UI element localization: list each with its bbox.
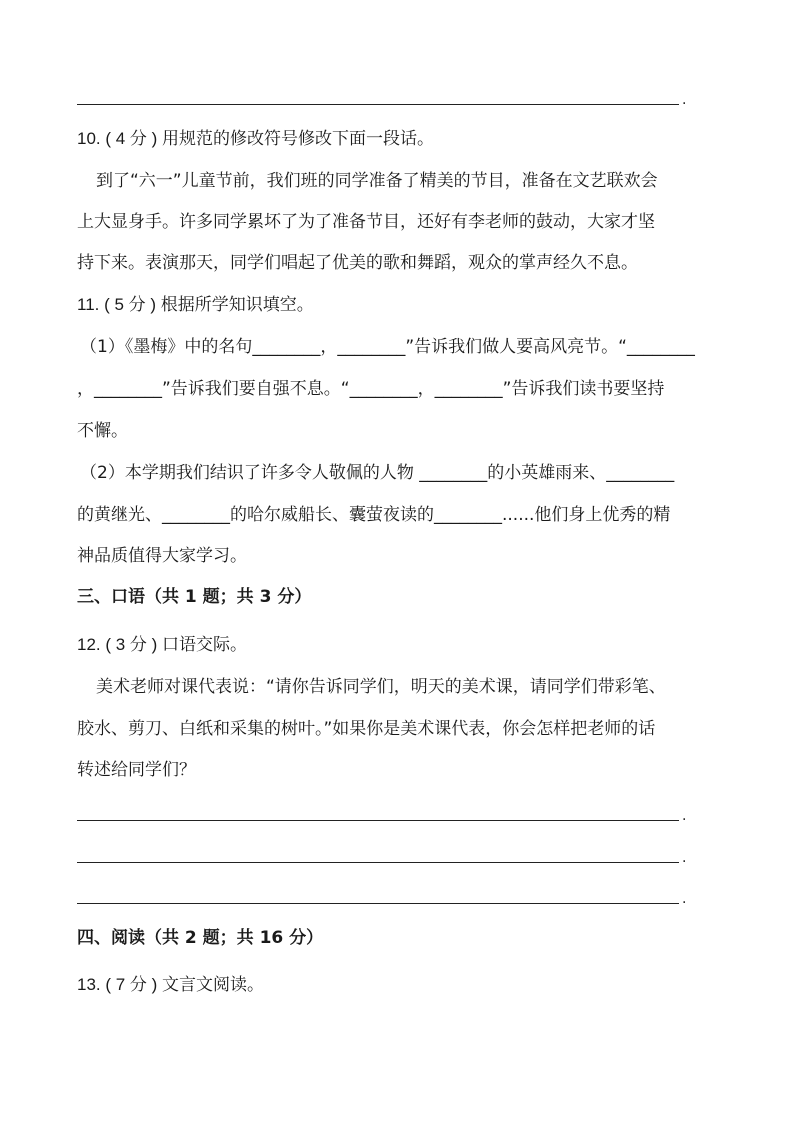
answer-line-end: . <box>682 92 687 108</box>
answer-line[interactable] <box>77 104 679 105</box>
question-10-text-line: 持下来。表演那天，同学们唱起了优美的歌和舞蹈，观众的掌声经久不息。 <box>77 253 638 273</box>
answer-line-end: . <box>682 808 687 824</box>
answer-line[interactable] <box>77 903 679 904</box>
question-11-part1-line: ，________”告诉我们要自强不息。“________，________”告诉我们读书要坚持 <box>77 379 665 399</box>
question-13-header: 13. ( 7 分 ) 文言文阅读。 <box>77 975 265 994</box>
question-11-header: 11. ( 5 分 ) 根据所学知识填空。 <box>77 295 314 314</box>
answer-line-end: . <box>682 891 687 907</box>
question-10-header: 10. ( 4 分 ) 用规范的修改符号修改下面一段话。 <box>77 129 435 148</box>
question-11-part1-line: （1）《墨梅》中的名句________，________”告诉我们做人要高风亮节。“________ <box>80 337 695 357</box>
question-11-part2-line: 神品质值得大家学习。 <box>77 546 247 566</box>
answer-line[interactable] <box>77 820 679 821</box>
question-10-text-line: 上大显身手。许多同学累坏了为了准备节目，还好有李老师的鼓动，大家才坚 <box>77 212 655 232</box>
question-10-text-line: 到了“六一”儿童节前，我们班的同学准备了精美的节目，准备在文艺联欢会 <box>96 171 658 191</box>
answer-line-end: . <box>682 850 687 866</box>
section-4-title: 四、阅读（共 2 题；共 16 分） <box>77 928 324 948</box>
question-12-text-line: 胶水、剪刀、白纸和采集的树叶。”如果你是美术课代表，你会怎样把老师的话 <box>77 719 656 739</box>
question-11-part1-line: 不懈。 <box>77 421 128 441</box>
question-12-text-line: 转述给同学们？ <box>77 760 196 780</box>
question-12-text-line: 美术老师对课代表说：“请你告诉同学们，明天的美术课，请同学们带彩笔、 <box>96 677 666 697</box>
question-11-part2-line: 的黄继光、________的哈尔威船长、囊萤夜读的________......他们身上优秀的精 <box>77 505 671 525</box>
section-3-title: 三、口语（共 1 题；共 3 分） <box>77 587 312 607</box>
answer-line[interactable] <box>77 862 679 863</box>
question-11-part2-line: （2）本学期我们结识了许多令人敬佩的人物 ________的小英雄雨来、________ <box>80 463 675 483</box>
question-12-header: 12. ( 3 分 ) 口语交际。 <box>77 635 248 654</box>
